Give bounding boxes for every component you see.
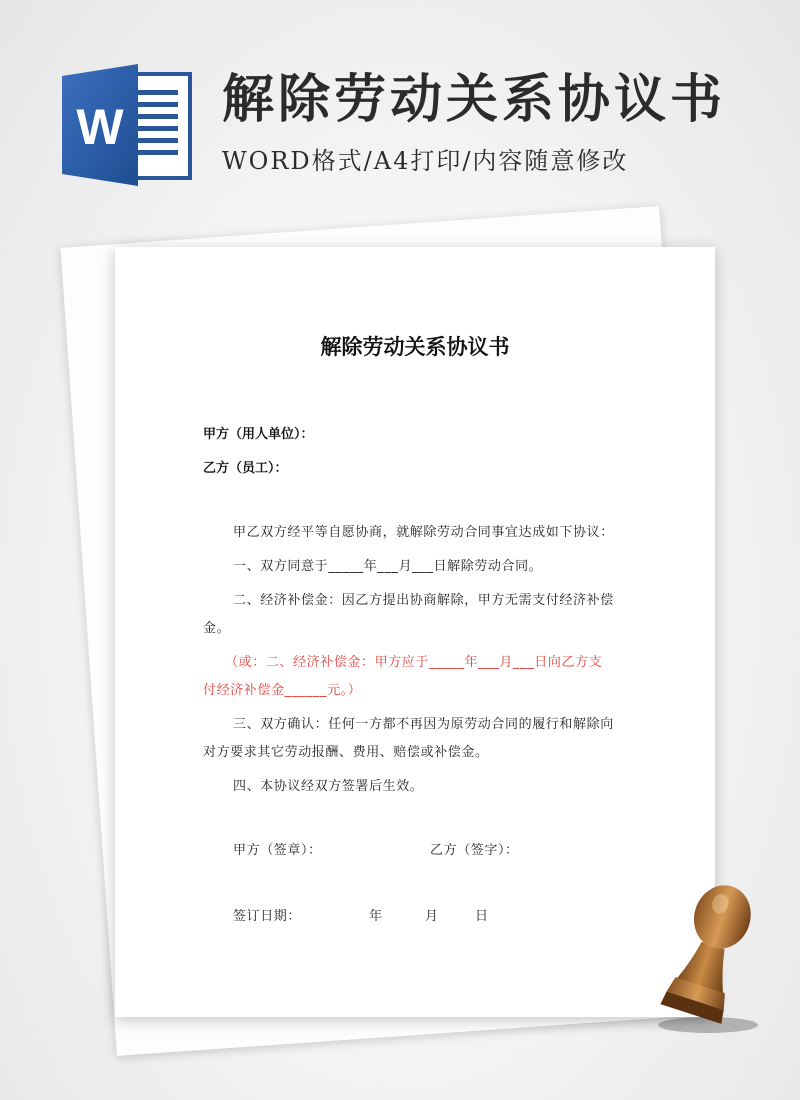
clause-3-line-1: 三、双方确认：任何一方都不再因为原劳动合同的履行和解除向: [233, 717, 614, 732]
party-b-signature: 乙方（签字）：: [430, 843, 519, 858]
document-title: 解除劳动关系协议书: [320, 334, 510, 359]
alt-clause-line-2: 付经济补偿金______元。）: [203, 683, 362, 698]
intro-paragraph: 甲乙双方经平等自愿协商，就解除劳动合同事宜达成如下协议：: [233, 525, 614, 540]
page-title: 解除劳动关系协议书: [222, 70, 727, 130]
page-subtitle: WORD格式/A4打印/内容随意修改: [222, 147, 629, 175]
clause-1: 一、双方同意于_____年___月___日解除劳动合同。: [233, 559, 543, 574]
stamp-icon: [650, 875, 770, 1035]
date-month: 月: [425, 909, 439, 924]
clause-2-line-2: 金。: [203, 621, 231, 636]
clause-3-line-2: 对方要求其它劳动报酬、费用、赔偿或补偿金。: [203, 745, 489, 760]
party-a-signature: 甲方（签章）：: [233, 843, 322, 858]
alt-clause-line-1: （或：二、经济补偿金：甲方应于_____年___月___日向乙方支: [225, 655, 603, 670]
clause-4: 四、本协议经双方签署后生效。: [233, 779, 424, 794]
word-logo-letter: W: [76, 99, 124, 155]
date-day: 日: [475, 909, 489, 924]
clause-2-line-1: 二、经济补偿金：因乙方提出协商解除，甲方无需支付经济补偿: [233, 593, 614, 608]
date-year: 年: [369, 909, 383, 924]
party-b-label: 乙方（员工）：: [203, 461, 288, 476]
word-icon: [62, 64, 192, 186]
document-page: [115, 247, 715, 1017]
signing-date-label: 签订日期：: [233, 909, 302, 924]
party-a-label: 甲方（用人单位）：: [203, 427, 314, 442]
